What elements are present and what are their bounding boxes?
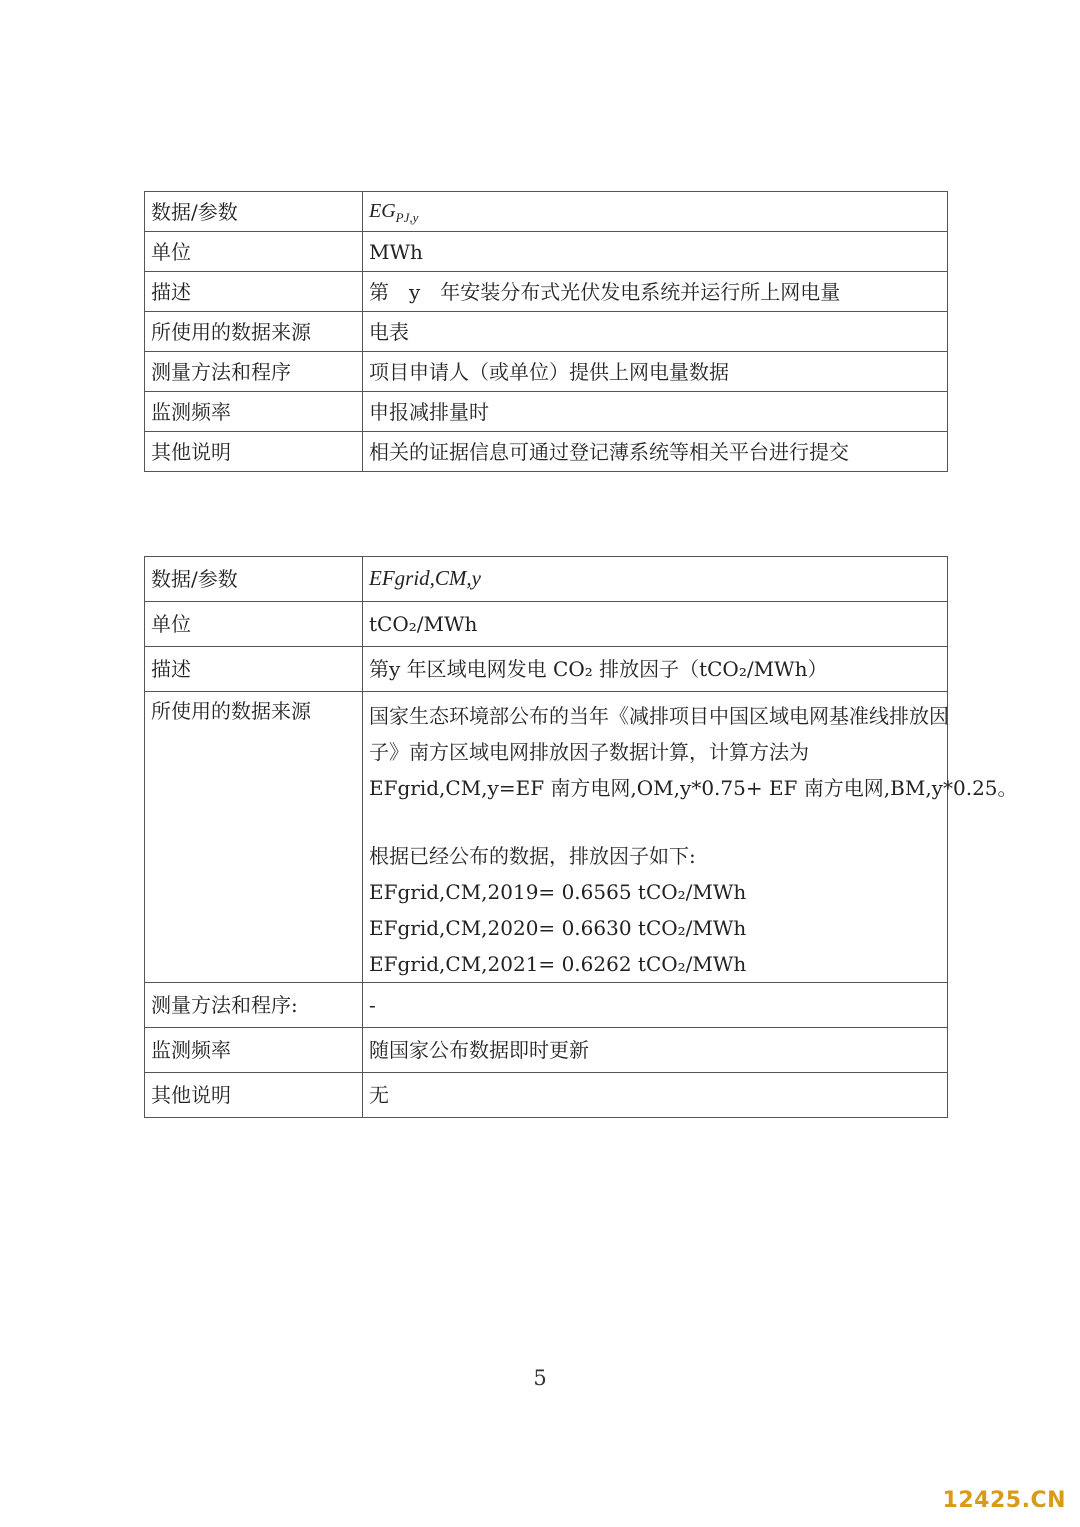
row-label: 其他说明 (145, 1073, 363, 1118)
row-value: - (363, 983, 948, 1028)
source-line: 子》南方区域电网排放因子数据计算，计算方法为 (369, 740, 809, 764)
row-label: 描述 (145, 272, 363, 312)
row-label: 测量方法和程序: (145, 983, 363, 1028)
row-value: 电表 (363, 312, 948, 352)
row-label: 数据/参数 (145, 192, 363, 232)
parameter-table-ef (144, 556, 1018, 1118)
table-row (145, 1028, 948, 1073)
row-label: 所使用的数据来源 (145, 312, 363, 352)
parameter-table-eg (144, 191, 948, 472)
table-row (145, 647, 948, 692)
parameter-symbol: $EG_{PJ,y}$ (363, 192, 948, 232)
row-value: 相关的证据信息可通过登记薄系统等相关平台进行提交 (363, 432, 948, 472)
table-row (145, 312, 948, 352)
source-line: EFgrid,CM,y=EF 南方电网,OM,y*0.75+ EF 南方电网,BM,y*0.25。 (369, 776, 1018, 800)
watermark-logo: 12425.CN (942, 1488, 1066, 1513)
row-label: 数据/参数 (145, 557, 363, 602)
source-line: 国家生态环境部公布的当年《减排项目中国区域电网基准线排放因 (369, 704, 949, 728)
row-label: 单位 (145, 602, 363, 647)
parameter-symbol: EFgrid,CM,y (363, 557, 948, 602)
source-intro: 根据已经公布的数据，排放因子如下: (369, 844, 696, 868)
table-row (145, 602, 948, 647)
row-value: 第y 年区域电网发电 CO₂ 排放因子（tCO₂/MWh） (363, 647, 948, 692)
table-row (145, 1073, 948, 1118)
row-value: tCO₂/MWh (363, 602, 948, 647)
spacer (369, 806, 941, 838)
table-row (145, 557, 948, 602)
row-label: 描述 (145, 647, 363, 692)
row-label: 其他说明 (145, 432, 363, 472)
factor-line: EFgrid,CM,2021= 0.6262 tCO₂/MWh (369, 952, 747, 976)
data-source-cell (363, 692, 1018, 983)
factor-line: EFgrid,CM,2019= 0.6565 tCO₂/MWh (369, 880, 747, 904)
page-number: 5 (533, 1366, 547, 1390)
row-value: 项目申请人（或单位）提供上网电量数据 (363, 352, 948, 392)
table-row (145, 232, 948, 272)
row-value: 随国家公布数据即时更新 (363, 1028, 948, 1073)
table-row (145, 432, 948, 472)
table-row (145, 392, 948, 432)
table-row (145, 352, 948, 392)
table-row (145, 192, 948, 232)
row-value: MWh (363, 232, 948, 272)
row-label: 单位 (145, 232, 363, 272)
table-row (145, 272, 948, 312)
factor-line: EFgrid,CM,2020= 0.6630 tCO₂/MWh (369, 916, 747, 940)
table-row (145, 983, 948, 1028)
row-label: 监测频率 (145, 1028, 363, 1073)
row-value: 无 (363, 1073, 948, 1118)
row-label: 所使用的数据来源 (145, 692, 363, 983)
row-label: 监测频率 (145, 392, 363, 432)
row-label: 测量方法和程序 (145, 352, 363, 392)
row-value: 第 y 年安装分布式光伏发电系统并运行所上网电量 (363, 272, 948, 312)
table-row (145, 692, 948, 983)
row-value: 申报减排量时 (363, 392, 948, 432)
